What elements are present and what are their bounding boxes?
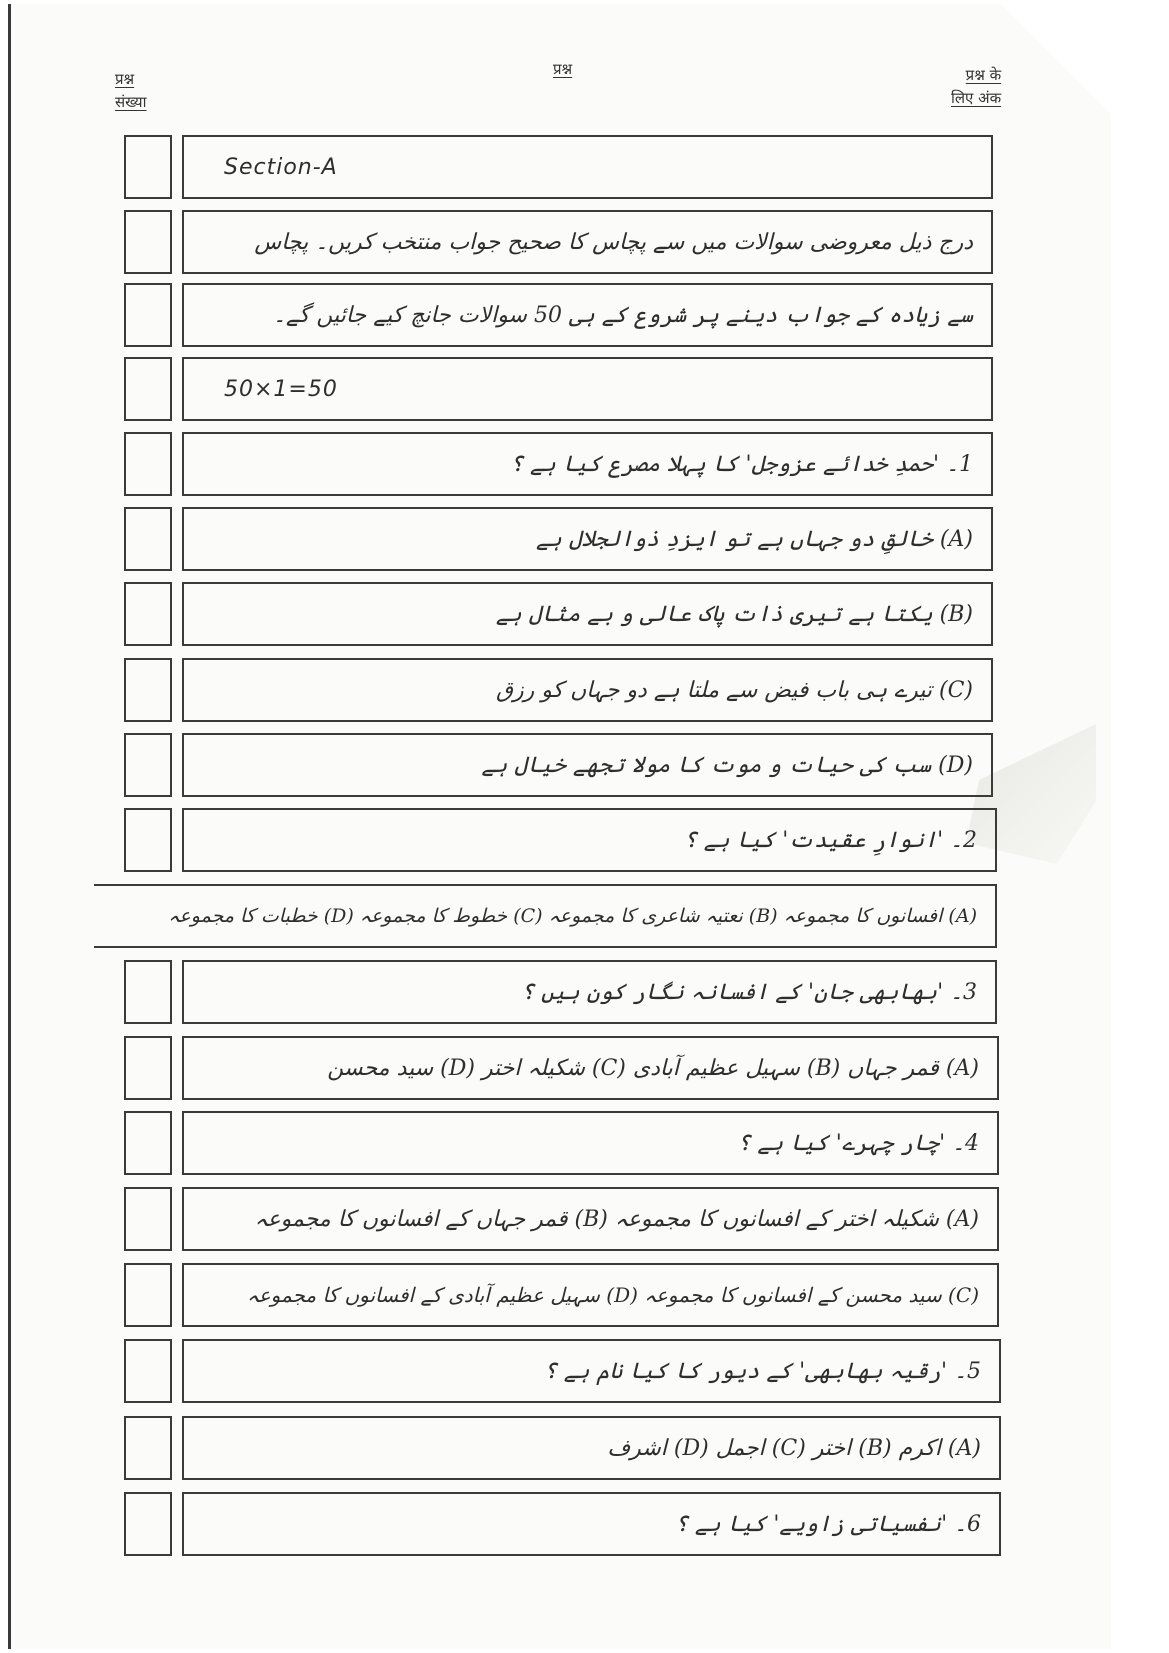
question-text-cell — [182, 1263, 999, 1327]
question-text-cell — [182, 1416, 1001, 1480]
question-number-header-line2: संख्या — [115, 92, 147, 111]
question-number-cell — [124, 507, 172, 571]
question-number-cell — [124, 432, 172, 496]
line-text: 3۔ 'بھابھی جان' کے افسانہ نگار کون ہیں ؟ — [521, 979, 977, 1005]
line-text: Section-A — [224, 154, 338, 180]
question-number-cell — [124, 1492, 172, 1556]
question-header: प्रश्न — [553, 60, 573, 78]
question-text-cell — [182, 658, 993, 722]
folded-corner — [1001, 4, 1111, 114]
question-text-cell — [182, 582, 993, 646]
marks-header-line1: प्रश्न के — [965, 66, 1002, 84]
line-text: 50×1=50 — [224, 376, 338, 402]
line-text: (A) شکیلہ اختر کے افسانوں کا مجموعہ (B) قمر جہاں کے افسانوں کا مجموعہ — [254, 1206, 979, 1232]
question-number-cell — [124, 1339, 172, 1403]
question-text-cell — [182, 1339, 1001, 1403]
line-text: سے زیادہ کے جواب دینے پر شروع کے ہی 50 سوالات جانچ کیے جائیں گے۔ — [273, 302, 973, 328]
line-text: (A) خالقِ دو جہاں ہے تو ایزدِ ذوالجلال ہے — [535, 526, 973, 552]
question-text-cell — [182, 960, 997, 1024]
question-number-cell — [124, 135, 172, 199]
line-text: 1۔ 'حمدِ خدائے عزوجل' کا پہلا مصرع کیا ہے ؟ — [510, 451, 973, 477]
line-text: (A) اکرم (B) اختر (C) اجمل (D) اشرف — [607, 1435, 981, 1461]
question-number-cell — [124, 582, 172, 646]
question-text-cell — [182, 210, 993, 274]
line-text: (C) تیرے ہی باب فیض سے ملتا ہے دو جہاں کو رزق — [495, 677, 973, 703]
question-text-cell — [182, 432, 993, 496]
line-text: (A) افسانوں کا مجموعہ (B) نعتیہ شاعری کا مجموعہ (C) خطوط کا مجموعہ (D) خطبات کا مجموعہ — [168, 905, 977, 927]
question-number-header — [115, 68, 147, 113]
line-text: 4۔ 'چار چہرے' کیا ہے ؟ — [737, 1130, 979, 1156]
question-number-cell — [124, 1187, 172, 1251]
question-text-cell — [182, 733, 993, 797]
question-number-cell — [124, 733, 172, 797]
question-number-cell — [124, 210, 172, 274]
question-number-cell — [124, 808, 172, 872]
line-text: (D) سب کی حیات و موت کا مولا تجھے خیال ہے — [481, 752, 973, 778]
question-number-cell — [124, 283, 172, 347]
question-text-cell — [182, 1492, 1001, 1556]
question-text-cell — [182, 283, 993, 347]
line-text: 6۔ 'نفسیاتی زاویے' کیا ہے ؟ — [675, 1511, 981, 1537]
question-number-cell — [124, 1111, 172, 1175]
question-number-cell — [124, 357, 172, 421]
marks-header — [951, 64, 1001, 109]
question-number-cell — [124, 1263, 172, 1327]
question-text-cell — [182, 1111, 999, 1175]
question-text-cell — [182, 1187, 999, 1251]
question-number-cell — [124, 658, 172, 722]
line-text: درج ذیل معروضی سوالات میں سے پچاس کا صحیح جواب منتخب کریں۔ پچاس — [254, 229, 973, 255]
question-text-cell — [182, 135, 993, 199]
question-number-cell — [124, 960, 172, 1024]
line-text: (B) یکتا ہے تیری ذات پاک عالی و بے مثال ہے — [495, 601, 973, 627]
line-text: 2۔ 'انوارِ عقیدت' کیا ہے ؟ — [683, 827, 977, 853]
question-text-cell — [94, 884, 997, 948]
question-number-cell — [124, 1416, 172, 1480]
question-text-cell — [182, 1036, 999, 1100]
question-text-cell — [182, 507, 993, 571]
line-text: (A) قمر جہاں (B) سہیل عظیم آبادی (C) شکیلہ اختر (D) سید محسن — [327, 1055, 979, 1081]
question-text-cell — [182, 357, 993, 421]
question-number-cell — [124, 1036, 172, 1100]
line-text: 5۔ 'رقیہ بھابھی' کے دیور کا کیا نام ہے ؟ — [543, 1358, 981, 1384]
line-text: (C) سید محسن کے افسانوں کا مجموعہ (D) سہیل عظیم آبادی کے افسانوں کا مجموعہ — [246, 1283, 979, 1307]
marks-header-line2: लिए अंक — [951, 88, 1002, 107]
question-text-cell — [182, 808, 997, 872]
question-number-header-line1: प्रश्न — [115, 70, 135, 88]
